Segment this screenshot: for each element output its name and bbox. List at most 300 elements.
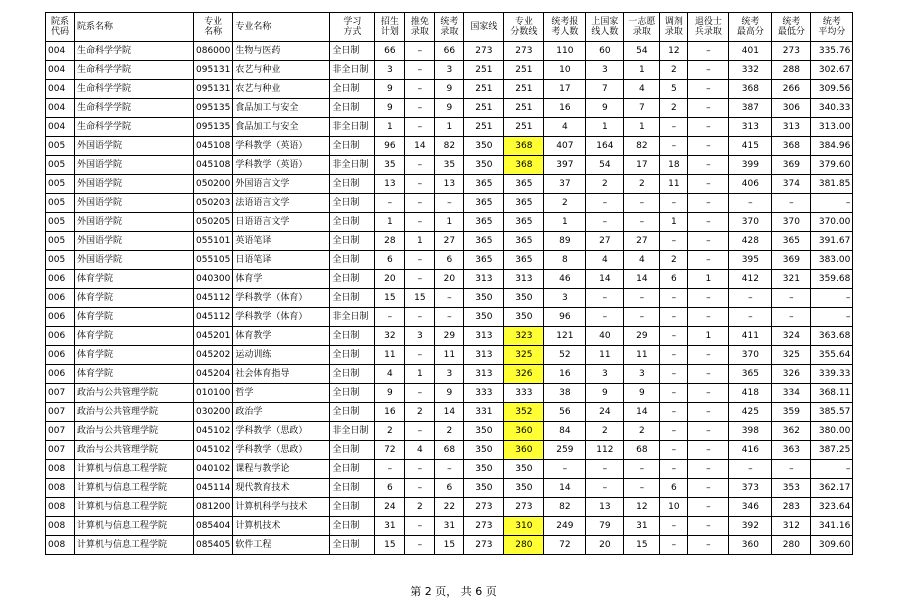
table-cell: 387	[729, 99, 772, 118]
table-cell: –	[660, 517, 688, 536]
table-cell: 399	[729, 156, 772, 175]
table-cell: –	[688, 517, 729, 536]
table-cell: 004	[46, 42, 75, 61]
table-cell: 412	[729, 270, 772, 289]
table-cell: 24	[375, 498, 405, 517]
table-cell: 008	[46, 498, 75, 517]
table-cell: 生命科学学院	[75, 118, 194, 137]
column-header: 专业 名称	[194, 13, 233, 42]
table-cell: 外国语学院	[75, 251, 194, 270]
table-cell: 体育学院	[75, 346, 194, 365]
table-cell: 外国语学院	[75, 213, 194, 232]
table-cell: 365	[504, 175, 544, 194]
table-cell: –	[660, 308, 688, 327]
table-cell: 368	[729, 80, 772, 99]
table-cell: –	[660, 194, 688, 213]
table-cell: 全日制	[330, 479, 375, 498]
table-cell: 312	[772, 517, 811, 536]
table-cell: 29	[624, 327, 660, 346]
table-cell: 313	[464, 365, 504, 384]
table-cell: 360	[504, 422, 544, 441]
table-cell: 9	[435, 384, 464, 403]
table-cell: –	[660, 137, 688, 156]
table-cell: –	[624, 289, 660, 308]
table-cell: –	[405, 194, 435, 213]
table-cell: 007	[46, 422, 75, 441]
table-cell: 121	[544, 327, 586, 346]
table-cell: 54	[586, 156, 624, 175]
table-cell: 3	[624, 365, 660, 384]
table-cell: –	[688, 137, 729, 156]
table-cell: 计算机与信息工程学院	[75, 536, 194, 555]
table-cell: 008	[46, 517, 75, 536]
table-cell: 全日制	[330, 441, 375, 460]
column-header: 院系 代码	[46, 13, 75, 42]
table-cell: 006	[46, 270, 75, 289]
table-cell: 2	[660, 251, 688, 270]
table-cell: 28	[375, 232, 405, 251]
table-cell: 全日制	[330, 213, 375, 232]
table-cell: 369	[772, 251, 811, 270]
table-cell: 外国语学院	[75, 232, 194, 251]
table-cell: –	[660, 346, 688, 365]
table-row	[46, 460, 853, 479]
table-cell: 12	[660, 42, 688, 61]
table-cell: –	[688, 536, 729, 555]
table-cell: 54	[624, 42, 660, 61]
table-cell: –	[405, 517, 435, 536]
table-cell: 368	[504, 156, 544, 175]
table-cell: 全日制	[330, 270, 375, 289]
table-cell: –	[660, 422, 688, 441]
table-cell: 387.25	[811, 441, 853, 460]
table-cell: 15	[375, 289, 405, 308]
table-cell: 4	[405, 441, 435, 460]
table-cell: 081200	[194, 498, 233, 517]
table-cell: 15	[405, 289, 435, 308]
table-cell: 46	[544, 270, 586, 289]
table-cell: 12	[624, 498, 660, 517]
table-cell: 306	[772, 99, 811, 118]
table-cell: 401	[729, 42, 772, 61]
table-cell: –	[688, 42, 729, 61]
table-cell: 359.68	[811, 270, 853, 289]
table-cell: 日语笔译	[233, 251, 330, 270]
table-cell: 14	[435, 403, 464, 422]
table-cell: 350	[504, 308, 544, 327]
table-cell: 38	[544, 384, 586, 403]
table-cell: 425	[729, 403, 772, 422]
table-cell: 360	[729, 536, 772, 555]
table-cell: 365	[464, 213, 504, 232]
table-cell: –	[729, 460, 772, 479]
table-cell: 273	[464, 42, 504, 61]
table-row	[46, 61, 853, 80]
table-cell: –	[405, 213, 435, 232]
table-cell: 22	[435, 498, 464, 517]
table-cell: 全日制	[330, 232, 375, 251]
table-cell: 1	[435, 213, 464, 232]
table-cell: –	[688, 194, 729, 213]
table-cell: 1	[660, 213, 688, 232]
table-cell: –	[688, 61, 729, 80]
table-cell: 2	[544, 194, 586, 213]
table-cell: 008	[46, 536, 75, 555]
table-cell: 全日制	[330, 403, 375, 422]
table-cell: 323	[504, 327, 544, 346]
table-cell: 3	[405, 327, 435, 346]
table-cell: 313	[772, 118, 811, 137]
table-cell: 13	[435, 175, 464, 194]
table-row	[46, 384, 853, 403]
table-cell: –	[729, 308, 772, 327]
table-row	[46, 194, 853, 213]
table-cell: 14	[544, 479, 586, 498]
table-cell: 1	[624, 61, 660, 80]
table-cell: –	[435, 289, 464, 308]
table-cell: –	[624, 213, 660, 232]
table-cell: 045202	[194, 346, 233, 365]
table-cell: 110	[544, 42, 586, 61]
table-cell: 339.33	[811, 365, 853, 384]
table-cell: 31	[624, 517, 660, 536]
table-cell: –	[660, 232, 688, 251]
table-cell: 365	[504, 232, 544, 251]
table-cell: 095131	[194, 80, 233, 99]
table-cell: 411	[729, 327, 772, 346]
table-cell: 政治与公共管理学院	[75, 384, 194, 403]
table-cell: 273	[464, 536, 504, 555]
table-cell: 96	[544, 308, 586, 327]
table-cell: 368	[504, 137, 544, 156]
table-cell: 331	[464, 403, 504, 422]
table-cell: 6	[375, 479, 405, 498]
table-cell: 350	[464, 460, 504, 479]
table-cell: 52	[544, 346, 586, 365]
table-cell: 社会体育指导	[233, 365, 330, 384]
table-cell: 362	[772, 422, 811, 441]
table-cell: –	[405, 156, 435, 175]
table-cell: –	[688, 156, 729, 175]
table-cell: –	[660, 384, 688, 403]
table-cell: 005	[46, 137, 75, 156]
table-cell: 350	[464, 479, 504, 498]
table-cell: –	[375, 308, 405, 327]
table-cell: 2	[624, 175, 660, 194]
table-cell: 37	[544, 175, 586, 194]
admissions-table	[45, 12, 853, 555]
table-row	[46, 517, 853, 536]
table-cell: 406	[729, 175, 772, 194]
table-cell: 政治与公共管理学院	[75, 403, 194, 422]
table-cell: 6	[660, 479, 688, 498]
table-cell: 29	[435, 327, 464, 346]
table-cell: 15	[624, 536, 660, 555]
table-row	[46, 479, 853, 498]
table-row	[46, 441, 853, 460]
table-cell: 085404	[194, 517, 233, 536]
table-cell: 课程与教学论	[233, 460, 330, 479]
table-cell: 004	[46, 99, 75, 118]
table-cell: 18	[660, 156, 688, 175]
table-cell: 283	[772, 498, 811, 517]
table-cell: 9	[435, 99, 464, 118]
table-cell: 313.00	[811, 118, 853, 137]
table-cell: 392	[729, 517, 772, 536]
table-cell: 外国语学院	[75, 137, 194, 156]
table-cell: 15	[435, 536, 464, 555]
column-header: 院系名称	[75, 13, 194, 42]
table-cell: 9	[586, 99, 624, 118]
table-cell: 368.11	[811, 384, 853, 403]
column-header: 学习 方式	[330, 13, 375, 42]
table-cell: 095135	[194, 118, 233, 137]
table-cell: 379.60	[811, 156, 853, 175]
table-cell: 273	[504, 42, 544, 61]
table-cell: 350	[464, 289, 504, 308]
table-cell: 84	[544, 422, 586, 441]
table-cell: 251	[504, 80, 544, 99]
table-cell: –	[624, 460, 660, 479]
table-cell: –	[586, 479, 624, 498]
table-cell: 050205	[194, 213, 233, 232]
table-cell: 365	[772, 232, 811, 251]
table-cell: 英语笔译	[233, 232, 330, 251]
table-cell: –	[586, 460, 624, 479]
table-cell: 1	[375, 213, 405, 232]
table-cell: 40	[586, 327, 624, 346]
table-cell: 9	[375, 99, 405, 118]
table-cell: 323.64	[811, 498, 853, 517]
table-cell: 030200	[194, 403, 233, 422]
table-cell: 27	[435, 232, 464, 251]
column-header: 一志愿 录取	[624, 13, 660, 42]
table-cell: 10	[544, 61, 586, 80]
table-cell: –	[688, 384, 729, 403]
table-cell: 2	[405, 498, 435, 517]
table-cell: 9	[435, 80, 464, 99]
table-cell: 005	[46, 194, 75, 213]
column-header: 统考 最高分	[729, 13, 772, 42]
table-cell: 非全日制	[330, 422, 375, 441]
table-cell: 350	[464, 422, 504, 441]
table-cell: 82	[435, 137, 464, 156]
table-row	[46, 232, 853, 251]
table-row	[46, 118, 853, 137]
table-cell: 89	[544, 232, 586, 251]
table-cell: –	[772, 289, 811, 308]
table-cell: 352	[504, 403, 544, 422]
table-cell: 004	[46, 118, 75, 137]
table-cell: 365	[504, 194, 544, 213]
table-cell: 370	[729, 346, 772, 365]
table-cell: 370	[729, 213, 772, 232]
table-cell: 35	[375, 156, 405, 175]
table-cell: 2	[405, 403, 435, 422]
table-cell: –	[435, 460, 464, 479]
table-cell: 370.00	[811, 213, 853, 232]
table-cell: 4	[624, 251, 660, 270]
table-cell: 计算机与信息工程学院	[75, 479, 194, 498]
table-cell: 外国语学院	[75, 156, 194, 175]
table-cell: 9	[586, 384, 624, 403]
column-header: 退役士 兵录取	[688, 13, 729, 42]
table-cell: 82	[624, 137, 660, 156]
table-cell: 2	[660, 99, 688, 118]
table-cell: –	[688, 118, 729, 137]
table-cell: 学科教学（英语）	[233, 156, 330, 175]
table-cell: 运动训练	[233, 346, 330, 365]
table-cell: 2	[624, 422, 660, 441]
table-cell: –	[405, 460, 435, 479]
table-cell: 045108	[194, 156, 233, 175]
column-header: 统考 平均分	[811, 13, 853, 42]
table-cell: –	[405, 61, 435, 80]
table-cell: 006	[46, 289, 75, 308]
table-row	[46, 365, 853, 384]
table-cell: –	[811, 308, 853, 327]
table-cell: 6	[375, 251, 405, 270]
table-cell: 334	[772, 384, 811, 403]
table-cell: 006	[46, 346, 75, 365]
table-cell: –	[660, 365, 688, 384]
table-cell: 004	[46, 61, 75, 80]
table-cell: –	[660, 327, 688, 346]
table-cell: –	[772, 194, 811, 213]
table-cell: 309.60	[811, 536, 853, 555]
table-cell: 095131	[194, 61, 233, 80]
column-header: 统考 最低分	[772, 13, 811, 42]
table-cell: 350	[464, 137, 504, 156]
table-cell: 外国语学院	[75, 175, 194, 194]
table-cell: 008	[46, 479, 75, 498]
table-cell: –	[688, 308, 729, 327]
table-cell: 生物与医药	[233, 42, 330, 61]
table-cell: 362.17	[811, 479, 853, 498]
table-cell: 31	[375, 517, 405, 536]
table-cell: 302.67	[811, 61, 853, 80]
table-cell: 4	[624, 80, 660, 99]
table-row	[46, 289, 853, 308]
column-header: 上国家 线人数	[586, 13, 624, 42]
table-cell: 学科教学（英语）	[233, 137, 330, 156]
table-cell: 14	[586, 270, 624, 289]
table-row	[46, 327, 853, 346]
table-cell: 全日制	[330, 194, 375, 213]
table-cell: 335.76	[811, 42, 853, 61]
table-cell: –	[688, 289, 729, 308]
table-cell: 非全日制	[330, 118, 375, 137]
table-cell: 9	[375, 384, 405, 403]
table-cell: 251	[464, 61, 504, 80]
table-row	[46, 498, 853, 517]
table-cell: –	[405, 99, 435, 118]
table-row	[46, 536, 853, 555]
table-cell: 4	[375, 365, 405, 384]
table-cell: 全日制	[330, 175, 375, 194]
table-cell: 326	[772, 365, 811, 384]
table-cell: –	[688, 213, 729, 232]
table-cell: 1	[375, 118, 405, 137]
table-cell: 310	[504, 517, 544, 536]
table-cell: 251	[504, 99, 544, 118]
table-cell: 16	[544, 365, 586, 384]
table-cell: 体育学	[233, 270, 330, 289]
table-cell: 7	[624, 99, 660, 118]
table-cell: 全日制	[330, 498, 375, 517]
table-cell: 251	[464, 80, 504, 99]
table-cell: –	[772, 308, 811, 327]
table-cell: 体育学院	[75, 270, 194, 289]
table-cell: –	[811, 194, 853, 213]
table-cell: 14	[624, 403, 660, 422]
column-header: 国家线	[464, 13, 504, 42]
table-cell: –	[405, 422, 435, 441]
table-cell: 计算机与信息工程学院	[75, 460, 194, 479]
table-cell: 365	[729, 365, 772, 384]
table-cell: 407	[544, 137, 586, 156]
table-cell: 005	[46, 232, 75, 251]
table-cell: 全日制	[330, 251, 375, 270]
table-cell: 现代教育技术	[233, 479, 330, 498]
table-cell: 005	[46, 213, 75, 232]
table-cell: 生命科学学院	[75, 99, 194, 118]
table-cell: –	[586, 194, 624, 213]
table-cell: 96	[375, 137, 405, 156]
table-cell: 68	[435, 441, 464, 460]
table-row	[46, 99, 853, 118]
table-cell: –	[586, 289, 624, 308]
table-cell: 软件工程	[233, 536, 330, 555]
table-cell: –	[405, 308, 435, 327]
table-cell: 333	[504, 384, 544, 403]
table-cell: 350	[464, 308, 504, 327]
column-header: 统考报 考人数	[544, 13, 586, 42]
table-cell: 045108	[194, 137, 233, 156]
table-cell: 369	[772, 156, 811, 175]
table-cell: –	[624, 194, 660, 213]
column-header: 专业名称	[233, 13, 330, 42]
table-cell: –	[688, 175, 729, 194]
table-cell: –	[624, 479, 660, 498]
table-cell: 20	[586, 536, 624, 555]
table-cell: –	[435, 308, 464, 327]
table-cell: 农艺与种业	[233, 80, 330, 99]
table-cell: 全日制	[330, 137, 375, 156]
table-cell: 045114	[194, 479, 233, 498]
table-cell: –	[729, 289, 772, 308]
table-cell: 273	[464, 498, 504, 517]
table-cell: –	[375, 460, 405, 479]
table-cell: 350	[504, 479, 544, 498]
table-cell: 6	[435, 479, 464, 498]
table-cell: 384.96	[811, 137, 853, 156]
table-cell: 66	[435, 42, 464, 61]
table-cell: 086000	[194, 42, 233, 61]
table-cell: 005	[46, 175, 75, 194]
table-cell: –	[660, 403, 688, 422]
table-cell: 381.85	[811, 175, 853, 194]
table-cell: 353	[772, 479, 811, 498]
table-cell: 35	[435, 156, 464, 175]
table-cell: 006	[46, 365, 75, 384]
table-cell: 341.16	[811, 517, 853, 536]
table-cell: 313	[504, 270, 544, 289]
table-cell: 非全日制	[330, 156, 375, 175]
table-cell: 040300	[194, 270, 233, 289]
table-cell: –	[660, 441, 688, 460]
table-cell: 007	[46, 384, 75, 403]
